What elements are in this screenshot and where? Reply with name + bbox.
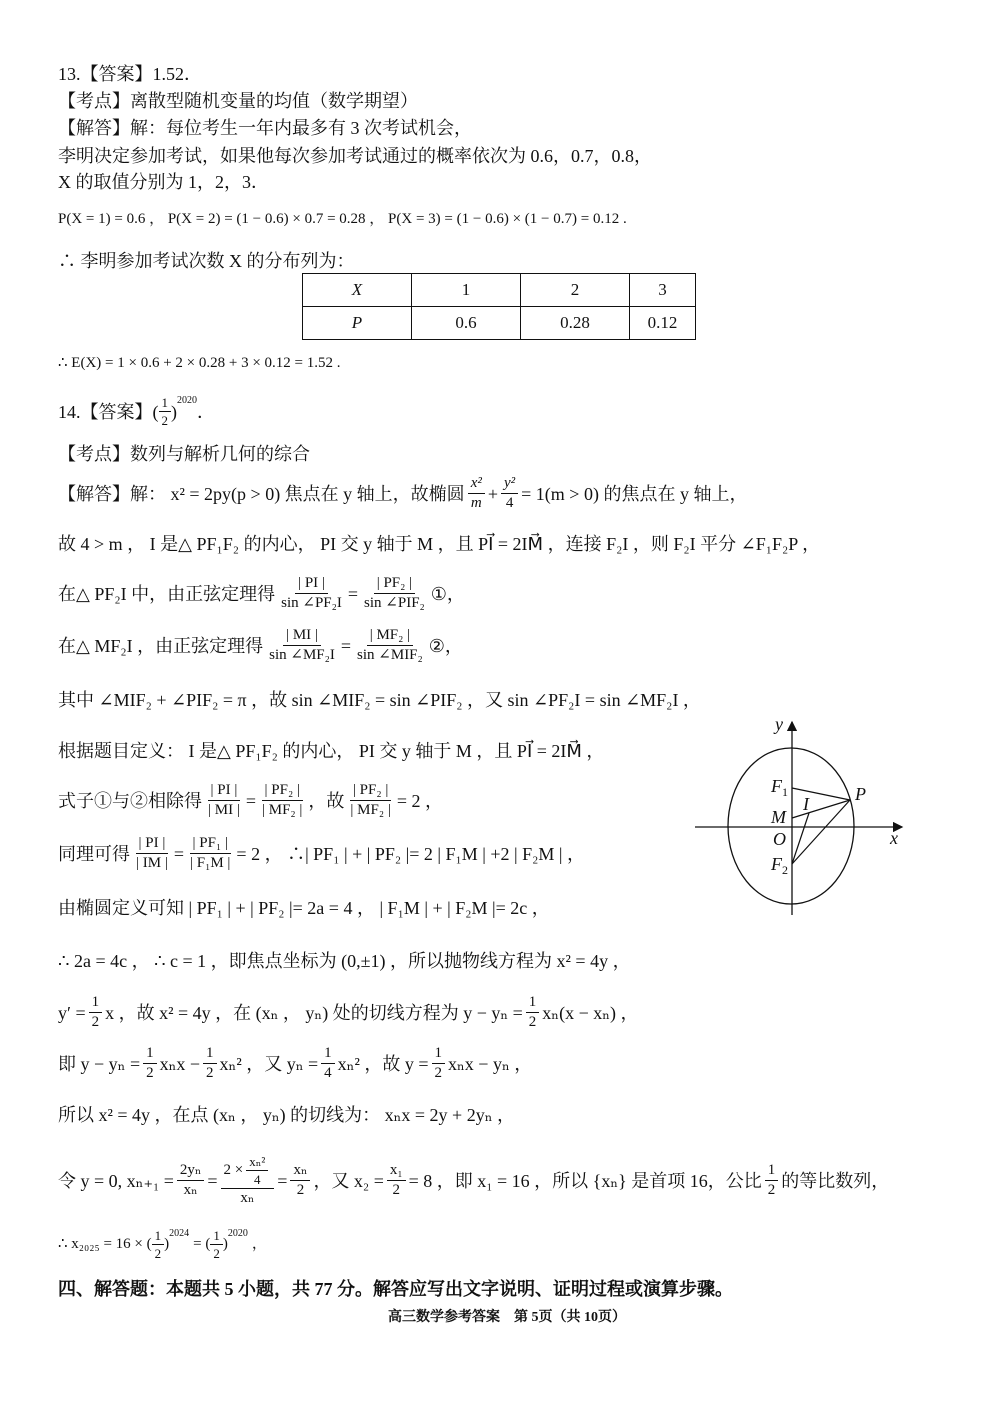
text: = 1(m > 0) 的焦点在 y 轴上， [521, 483, 748, 504]
denominator: 2 [161, 413, 168, 428]
table-cell: 0.6 [412, 307, 521, 340]
q14-topic: 【考点】数列与解析几何的综合 [58, 444, 310, 464]
text: = 2 ， [396, 790, 443, 811]
denominator: 4 [505, 495, 514, 511]
text: 即 y − yₙ = [58, 1053, 141, 1074]
denominator: | MI | [208, 802, 240, 818]
denominator: sin ∠MIF₂ [357, 647, 423, 663]
denominator: 2 [767, 1182, 776, 1198]
numerator: 1 [203, 1046, 217, 1064]
exponent: 2020 [177, 395, 197, 406]
numerator: | PI | [136, 836, 169, 854]
text: = [245, 790, 256, 811]
numerator: | PF₂ | [262, 783, 303, 801]
q13-expectation: ∴ E(X) = 1 × 0.6 + 2 × 0.28 + 3 × 0.12 = 1.52 . [58, 355, 341, 371]
numerator: | PF₁ | [190, 836, 231, 854]
denominator: 2 [296, 1182, 305, 1198]
numerator: xₙ [290, 1163, 310, 1181]
text: ①， [430, 583, 465, 604]
numerator: 1 [765, 1163, 779, 1181]
q13-distribution-intro: ∴ 李明参加考试次数 X 的分布列为： [58, 251, 355, 271]
denominator: 2 [392, 1182, 400, 1198]
denominator: 2 [146, 1065, 154, 1081]
text: = [347, 583, 359, 604]
text: 式子①与②相除得 [58, 790, 202, 811]
numerator: 2yₙ [177, 1163, 205, 1181]
denominator: 2 [154, 1246, 162, 1261]
text: 14.【答案】( [58, 401, 159, 422]
numerator: 1 [210, 1229, 223, 1245]
text: ) [171, 401, 177, 422]
denominator: 4 [254, 1172, 261, 1187]
segment-f1-p [792, 788, 850, 800]
section-heading: 四、解答题：本题共 5 小题，共 77 分。解答应写出文字说明、证明过程或演算步骤。 [58, 1279, 733, 1299]
text: = [207, 1170, 218, 1191]
text: 的等比数列， [781, 1170, 890, 1191]
text: = [173, 843, 184, 864]
denominator: 2 [91, 1014, 100, 1030]
denominator: | MF₂ | [262, 802, 303, 818]
q14-line: 所以 x² = 4y ，在点 (xₙ ， yₙ) 的切线为： xₙx = 2y + 2yₙ ， [58, 1105, 515, 1125]
numerator: 1 [159, 396, 172, 412]
text: 2 × [223, 1162, 244, 1178]
denominator: xₙ [183, 1182, 198, 1198]
numerator: 1 [143, 1046, 157, 1064]
label-x: x [890, 828, 898, 848]
numerator: y² [501, 476, 518, 494]
text: ． [197, 401, 215, 422]
ellipse [728, 748, 854, 904]
label-i: I [803, 794, 809, 814]
text: 在△ PF₂I 中，由正弦定理得 [58, 583, 276, 604]
label-f1: $F_1$ [771, 776, 788, 799]
text: y′ = [58, 1002, 86, 1023]
text: ∴ x₂₀₂₅ = 16 × ( [58, 1236, 152, 1252]
denominator: 2 [528, 1014, 537, 1030]
text: xₙ² ，又 yₙ = [219, 1053, 319, 1074]
text: xₙ² ，故 y = [337, 1053, 429, 1074]
text: ②， [428, 635, 463, 656]
text: ，故 [308, 790, 345, 811]
numerator: 1 [432, 1046, 446, 1064]
label-y: y [775, 714, 783, 734]
text: xₙx − yₙ ， [448, 1053, 533, 1074]
numerator: | MF₂ | [367, 628, 413, 646]
text: ，又 x₂ = [313, 1170, 384, 1191]
numerator: 1 [526, 995, 540, 1013]
table-cell: 3 [630, 274, 696, 307]
text: ) [164, 1236, 170, 1252]
table-cell: 0.12 [630, 307, 696, 340]
text: 在△ MF₂I ，由正弦定理得 [58, 635, 264, 656]
numerator: x₁ [387, 1163, 406, 1181]
text: = ( [193, 1236, 211, 1252]
q14-line: 其中 ∠MIF₂ + ∠PIF₂ = π ，故 sin ∠MIF₂ = sin ∠PIF₂ ，又 sin ∠PF₂I = sin ∠MF₂I ， [58, 690, 701, 710]
denominator: sin ∠PIF₂ [364, 595, 425, 611]
text: x ，故 x² = 4y ，在 (xₙ ， yₙ) 处的切线方程为 y − yₙ = [105, 1002, 523, 1023]
q13-probabilities: P(X = 1) = 0.6 ， P(X = 2) = (1 − 0.6) × 0.7 = 0.28 ， P(X = 3) = (1 − 0.6) × (1 − 0.7) = 0.12 . [58, 211, 627, 227]
text: = 8 ，即 x₁ = 16 ，所以 {xₙ} 是首项 16，公比 [408, 1170, 762, 1191]
exponent: 2024 [169, 1228, 190, 1239]
table-cell: P [303, 307, 412, 340]
denominator: | F₁M | [190, 855, 231, 871]
table-cell: 1 [412, 274, 521, 307]
label-o: O [773, 829, 786, 849]
table-cell: 2 [521, 274, 630, 307]
text: xₙ(x − xₙ) ， [542, 1002, 639, 1023]
text: = [340, 635, 352, 656]
denominator: sin ∠PF₂I [281, 595, 342, 611]
label-f2: $F_2$ [771, 854, 788, 877]
numerator: | PF₂ | [374, 576, 415, 594]
q14-line: 由椭圆定义可知 | PF₁ | + | PF₂ |= 2a = 4 ， | F₁M | + | F₂M |= 2c ， [58, 898, 550, 918]
exponent: 2020 [227, 1228, 248, 1239]
label-m: M [771, 807, 786, 827]
denominator: | IM | [136, 855, 168, 871]
denominator: 2 [213, 1246, 220, 1261]
segment-f2-i [792, 813, 809, 864]
text: ) [222, 1236, 228, 1252]
q13-topic: 【考点】离散型随机变量的均值（数学期望） [58, 91, 418, 111]
denominator: 2 [434, 1065, 443, 1081]
numerator: 1 [152, 1229, 165, 1245]
numerator: 1 [89, 995, 103, 1013]
q13-solution-line: X 的取值分别为 1，2，3． [58, 172, 269, 192]
text: = 2 ， ∴| PF₁ | + | PF₂ |= 2 | F₁M | +2 | F₂M | ， [236, 843, 586, 864]
text: + [487, 483, 498, 504]
denominator: 4 [324, 1065, 332, 1081]
numerator: | PI | [295, 576, 328, 594]
numerator: | PF₂ | [350, 783, 391, 801]
text: 同理可得 [58, 843, 130, 864]
denominator: xₙ [240, 1190, 255, 1206]
q14-line: ∴ 2a = 4c ， ∴ c = 1 ，即焦点坐标为 (0,±1) ，所以抛物线方程为 x² = 4y ， [58, 951, 631, 971]
q13-solution-line: 李明决定参加考试，如果他每次参加考试通过的概率依次为 0.6，0.7，0.8， [58, 146, 652, 166]
denominator: sin ∠MF₂I [269, 647, 335, 663]
table-cell: X [303, 274, 412, 307]
numerator: | PI | [208, 783, 241, 801]
denominator: m [470, 495, 482, 511]
page-footer: 高三数学参考答案 第 5页（共 10页） [388, 1310, 626, 1325]
table-cell: 0.28 [521, 307, 630, 340]
numerator: 1 [321, 1046, 335, 1064]
label-p: P [855, 784, 866, 804]
denominator: 2 [206, 1065, 214, 1081]
numerator: | MI | [283, 628, 321, 646]
q13-solution-line: 【解答】解：每位考生一年内最多有 3 次考试机会， [58, 118, 472, 138]
q14-line: 故 4 > m ， I 是△ PF₁F₂ 的内心， PI 交 y 轴于 M ，且 PI⃗ = 2IM⃗ ，连接 F₂I ，则 F₂I 平分 ∠F₁F₂P ， [58, 534, 821, 554]
denominator: | MF₂ | [350, 802, 391, 818]
text: xₙx − [159, 1053, 201, 1074]
text: ， [251, 1236, 267, 1252]
text: 令 y = 0, xₙ₊₁ = [58, 1170, 174, 1191]
q14-line: 根据题目定义： I 是△ PF₁F₂ 的内心， PI 交 y 轴于 M ，且 PI⃗ = 2IM⃗ ， [58, 741, 605, 761]
q13-answer: 13.【答案】1.52． [58, 64, 202, 84]
numerator: xₙ² [246, 1155, 268, 1171]
text: = [277, 1170, 288, 1191]
text: 【解答】解： x² = 2py(p > 0) 焦点在 y 轴上，故椭圆 [58, 483, 465, 504]
numerator: x² [468, 476, 485, 494]
